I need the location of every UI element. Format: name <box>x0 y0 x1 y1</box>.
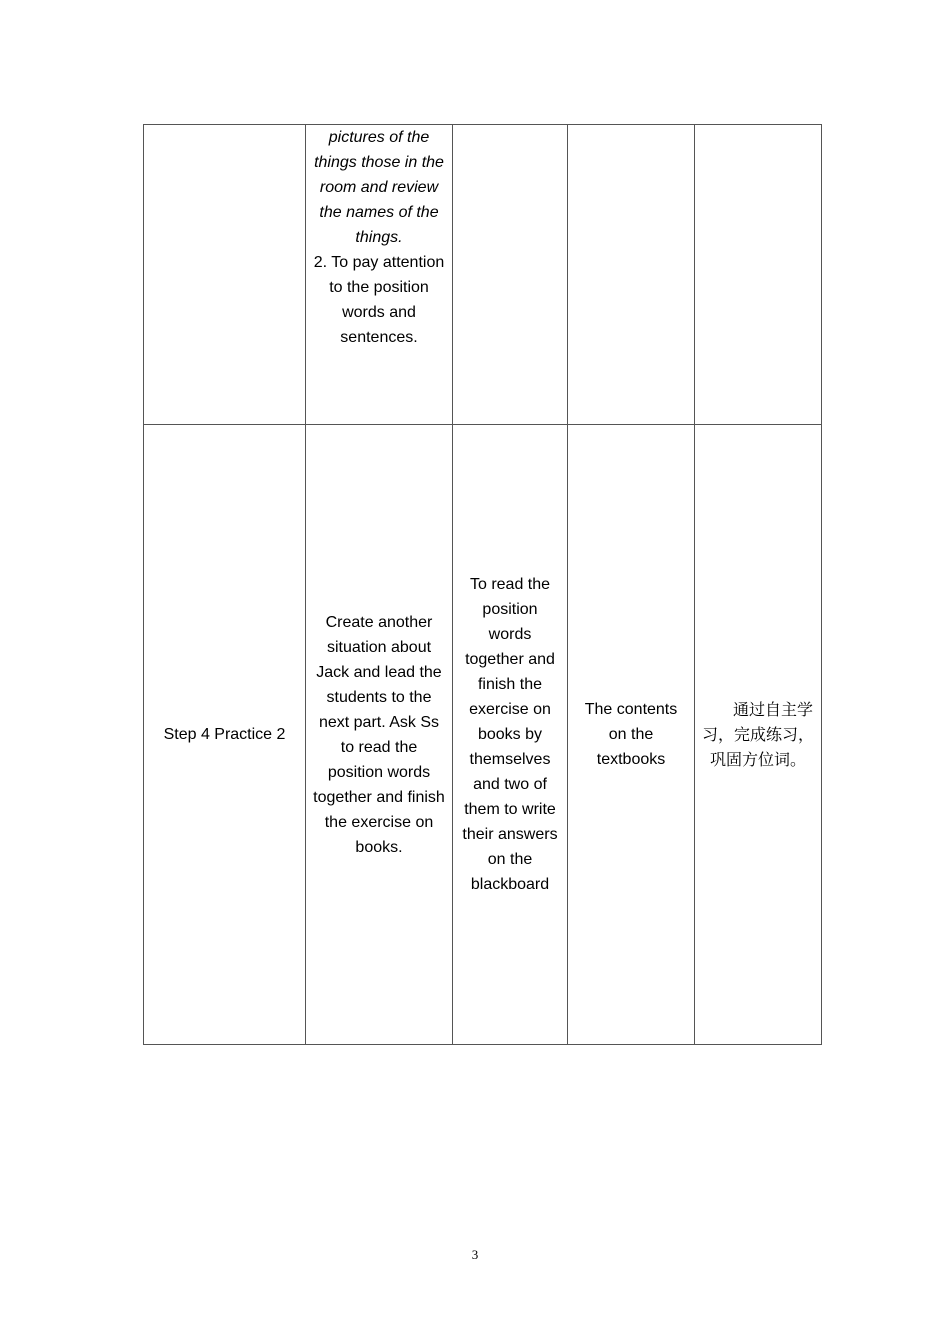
step-cell <box>144 125 306 425</box>
purpose-cell <box>695 125 822 425</box>
lesson-plan-table <box>143 124 822 1045</box>
purpose-text: 通过自主学习，完成练习，巩固方位词。 <box>701 700 814 769</box>
student-activity-cell: To read the position words together and finish the exercise on books by themselves and two of them to write their answers on the blackboard <box>453 425 568 1045</box>
table-row <box>144 425 822 1045</box>
table-row <box>144 125 822 425</box>
teacher-activity-cell <box>306 125 453 425</box>
student-activity-cell <box>453 125 568 425</box>
teacher-activity-italic-text: pictures of the things those in the room and review the names of the things. <box>314 129 444 246</box>
step-cell: Step 4 Practice 2 <box>144 425 306 1045</box>
teacher-activity-cell: Create another situation about Jack and lead the students to the next part. Ask Ss to read the position words together and finish the exercise on books. <box>306 425 453 1045</box>
purpose-cell <box>695 425 822 1045</box>
teacher-activity-text: 2. To pay attention to the position words and sentences. <box>313 254 445 346</box>
resources-cell: The contents on the textbooks <box>568 425 695 1045</box>
page-number: 3 <box>471 1247 479 1262</box>
resources-cell <box>568 125 695 425</box>
